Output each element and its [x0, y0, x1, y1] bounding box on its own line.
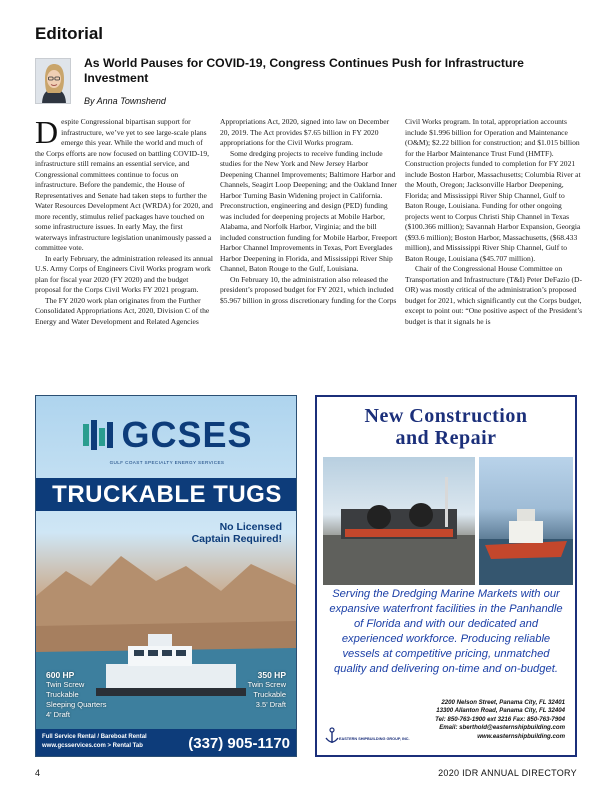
- eastern-shipbuilding-advertisement[interactable]: [315, 395, 577, 757]
- ad-title-line: New Construction: [364, 405, 528, 427]
- article-column-1: [35, 114, 213, 327]
- article-paragraph: On February 10, the administration also released the president’s proposed budget for FY 2021, which included $5.967 billion in gross discretionary funding for the Corps: [220, 274, 397, 305]
- spec-line: Truckable: [253, 690, 286, 699]
- anchor-icon: [325, 727, 339, 745]
- page-number: 4: [35, 768, 41, 778]
- dredge-vessel-photo: [323, 457, 475, 585]
- author-avatar: [35, 58, 71, 104]
- tug-specs-600hp: [46, 670, 106, 720]
- article-paragraph: In early February, the administration released its annual U.S. Army Corps of Engineers Civil Works program work plan for fiscal year 2020 (FY 2020) and the budget proposal for the Corps Civil Works FY 2021 program.: [35, 253, 213, 294]
- author-photo: [36, 59, 71, 104]
- tug-vessel-illustration: [479, 457, 573, 585]
- article-paragraph: [35, 114, 213, 254]
- website-link[interactable]: www.easternshipbuilding.com: [477, 732, 565, 740]
- ad-title: [317, 405, 575, 449]
- spec-line: 4' Draft: [46, 710, 70, 719]
- gcses-rental-info: [42, 733, 147, 751]
- gcses-logo: [36, 414, 297, 456]
- spec-hp: 350 HP: [257, 670, 286, 680]
- rental-line: Full Service Rental / Bareboat Rental: [42, 734, 147, 740]
- ad-body-text: Serving the Dredging Marine Markets with our expansive waterfront facilities in the Panhandle of Florida and with our dedicated and experienced workforce. Producing reliable vessels at competitive pricing, unmatched quality and delivering on-time and on-budget.: [329, 588, 563, 675]
- tug-vessel-photo: [479, 457, 573, 585]
- no-license-callout: [152, 521, 282, 545]
- address-line: 13300 Allanton Road, Panama City, FL 32404: [436, 707, 565, 715]
- captain-required-line: Captain Required!: [191, 533, 282, 545]
- article-column-3: [405, 117, 583, 327]
- spec-line: Twin Screw: [247, 680, 286, 689]
- article-paragraph: Appropriations Act, 2020, signed into law on December 20, 2019. The Act provides $7.65 billion in FY 2020 appropriations for the Civil Works program.: [220, 117, 390, 147]
- publication-title: 2020 IDR ANNUAL DIRECTORY: [438, 768, 577, 778]
- article-column-2: [220, 117, 398, 306]
- gcses-logo-icon: [81, 418, 115, 452]
- article-headline: As World Pauses for COVID-19, Congress Continues Push for Infrastructure Investment: [84, 56, 524, 85]
- email-link[interactable]: Email: sberthold@easternshipbuilding.com: [439, 724, 565, 732]
- gcses-website-link[interactable]: www.gcsservices.com > Rental Tab: [42, 743, 143, 749]
- spec-line: Twin Screw: [46, 680, 85, 689]
- article-paragraph: Civil Works program. In total, appropriation accounts include $1.996 billion for Operation and Maintenance (O&M); $2.22 billion for construction; and $1.015 billion for the Harbor Maintenance Trust Fund (HMTF). Construction projects funded to completion for FY 2021 include Boston Harbor, Massachusetts; Columbia River at the Mouth, Oregon; Jacksonville Harbor Deepening, Florida; and Mississippi River Ship Channel, Gulf to Baton Rouge, Louisiana. Funding for other ongoing projects went to Corpus Christi Ship Channel in Texas ($100.366 million); Savannah Harbor Expansion, Georgia ($93.6 million); Boston Harbor, Massachusetts, ($68.433 million), and Mississippi River Ship Channel, Gulf to Baton Rouge, Louisiana ($45.707 million).: [405, 117, 581, 263]
- gcses-footer-bar: [36, 729, 297, 757]
- phone-fax-line: Tel: 850-763-1900 ext 3216 Fax: 850-763-7904: [435, 715, 565, 723]
- spec-line: 3.5' Draft: [255, 700, 286, 709]
- eastern-shipbuilding-logo-text: EASTERN SHIPBUILDING GROUP, INC.: [339, 737, 410, 741]
- article-byline: By Anna Townshend: [84, 96, 166, 106]
- drop-cap: D: [35, 114, 59, 150]
- dredge-vessel-illustration: [323, 457, 475, 585]
- address-line: 2200 Nelson Street, Panama City, FL 32401: [441, 699, 565, 706]
- article-paragraph: Chair of the Congressional House Committee on Transportation and Infrastructure (T&I) Peter DeFazio (D-OR) was mostly critical of the administration’s proposed budget for 2021, which significantly cut the Corps budget, except to point out: “One positive aspect of the President’s budget is that it signals he is: [405, 264, 583, 326]
- spec-line: Truckable: [46, 690, 79, 699]
- article-paragraph-text: espite Congressional bipartisan support for infrastructure, we’ve yet to see large-scale plans emerge this year. While the world and much of the Corps efforts are now focused on battling COVID-19, infrastructure still remains an essential service, and Congressional committees continue to focus on infrastructure. Before the pandemic, the House of Representatives and Senate had taken steps to further the Water Resources Development Act (WRDA) for 2020, and more recently, stimulus relief packages have touched on some infrastructure issues. In early May, the first waterways infrastructure legislation unanimously passed a committee vote.: [35, 117, 213, 252]
- section-title: Editorial: [35, 24, 104, 43]
- ad-title-line: and Repair: [395, 427, 497, 449]
- article-paragraph: Some dredging projects to receive funding include studies for the New York and New Jersey Harbor Deepening Channel Improvements; Baltimore Harbor and Channels, Seagirt Loop Deepening; and the Oakland Inner Harbor Turning Basin Widening project in California. Preconstruction, engineering and design (PED) funding was included for deepening projects at Mobile Harbor, Alabama, and Norfolk Harbor, Virginia; and the bill included construction funding for Mobile Harbor, Freeport Harbor Channel Improvements in Texas, Port Everglades Harbor Deepening in Florida, and Mississippi River Ship Channel, Baton Rouge to the Gulf, Louisiana.: [220, 148, 398, 273]
- spec-line: Sleeping Quarters: [46, 700, 107, 709]
- truckable-tugs-banner: TRUCKABLE TUGS: [36, 478, 297, 511]
- tug-specs-350hp: [248, 670, 286, 710]
- gcses-phone-number[interactable]: (337) 905-1170: [188, 735, 290, 752]
- gcses-advertisement[interactable]: [35, 395, 297, 757]
- gcses-logo-text: GCSES: [121, 414, 253, 455]
- spec-hp: 600 HP: [46, 670, 75, 680]
- article-paragraph: The FY 2020 work plan originates from the Further Consolidated Appropriations Act, 2020, Division C of the Energy and Water Development and Related Agencies: [35, 295, 210, 326]
- gcses-tagline: GULF COAST SPECIALTY ENERGY SERVICES: [109, 460, 225, 465]
- no-license-line: No Licensed: [219, 521, 282, 533]
- ad-contact-block: [365, 699, 565, 741]
